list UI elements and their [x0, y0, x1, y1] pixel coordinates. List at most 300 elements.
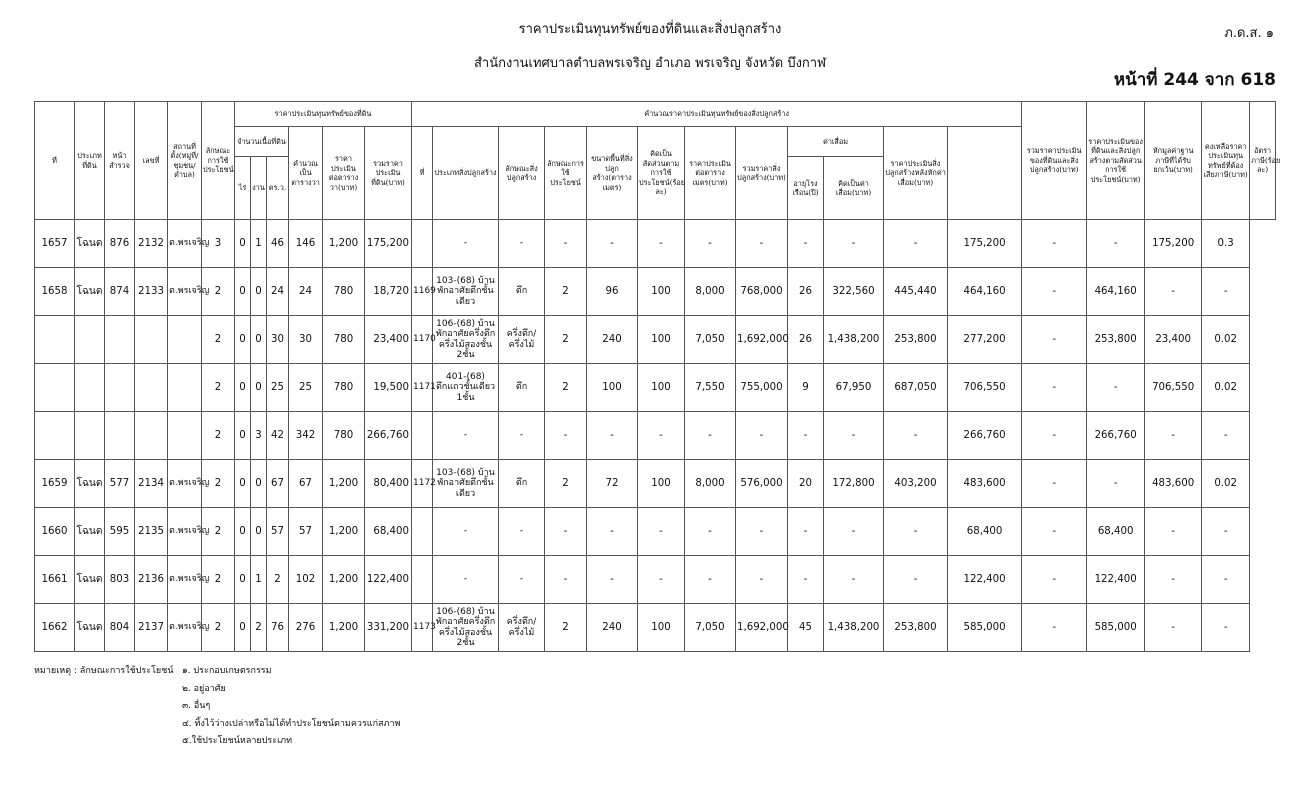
cell-calc-wa: 67 — [289, 460, 323, 508]
cell-b-no — [412, 412, 433, 460]
notes-section — [34, 663, 400, 751]
notes-label: หมายเหตุ : ลักษณะการใช้ประโยชน์ — [34, 666, 174, 676]
cell-b-total: - — [736, 508, 788, 556]
cell-b-no: 1172 — [412, 460, 433, 508]
cell-wa: 42 — [267, 412, 289, 460]
cell-b-no: 1171 — [412, 364, 433, 412]
cell-b-type: - — [433, 508, 499, 556]
cell-grand-total: 483,600 — [948, 460, 1022, 508]
cell-rate: - — [1202, 556, 1250, 604]
cell-land-total: 19,500 — [365, 364, 412, 412]
cell-b-kind: - — [499, 508, 545, 556]
table-row — [35, 220, 1276, 268]
cell-exemption: - — [1087, 460, 1145, 508]
cell-rate: 0.02 — [1202, 316, 1250, 364]
cell-rate: - — [1202, 268, 1250, 316]
cell-exemption: 266,760 — [1087, 412, 1145, 460]
cell-b-price-sqm: 7,050 — [685, 604, 736, 652]
col-b-area: ขนาดพื้นที่สิ่งปลูกสร้าง(ตารางเมตร) — [587, 127, 638, 220]
cell-age: - — [788, 220, 824, 268]
cell-no: 1658 — [35, 268, 75, 316]
cell-calc-wa: 57 — [289, 508, 323, 556]
cell-rate: - — [1202, 508, 1250, 556]
cell-rai: 0 — [235, 604, 251, 652]
cell-number: 2137 — [135, 604, 168, 652]
cell-wa: 46 — [267, 220, 289, 268]
cell-b-type: 103-(68) บ้านพักอาศัยตึกชั้นเดียว — [433, 268, 499, 316]
col-rate: อัตราภาษี(ร้อยละ) — [1250, 102, 1276, 220]
cell-b-area: 240 — [587, 604, 638, 652]
cell-b-area: - — [587, 508, 638, 556]
cell-depr-amount: 322,560 — [824, 268, 884, 316]
cell-survey-page: 874 — [105, 268, 135, 316]
cell-b-type: 106-(68) บ้านพักอาศัยครึ่งตึกครึ่งไม้สองชั้น 2ชั้น — [433, 604, 499, 652]
cell-mixed-value: - — [1022, 364, 1087, 412]
cell-ngan: 3 — [251, 412, 267, 460]
cell-b-area: 96 — [587, 268, 638, 316]
cell-b-area: 100 — [587, 364, 638, 412]
cell-price-per-wa: 1,200 — [323, 220, 365, 268]
cell-usage: 2 — [202, 364, 235, 412]
cell-wa: 57 — [267, 508, 289, 556]
col-b-pct: คิดเป็นสัดส่วนตามการใช้ประโยชน์(ร้อยละ) — [638, 127, 685, 220]
cell-number — [135, 364, 168, 412]
cell-taxable: 23,400 — [1145, 316, 1202, 364]
cell-mixed-value: - — [1022, 604, 1087, 652]
cell-b-total: - — [736, 220, 788, 268]
col-price-per-wa: ราคาประเมินต่อตารางวา(บาท) — [323, 127, 365, 220]
cell-land-total: 18,720 — [365, 268, 412, 316]
group-land: ราคาประเมินทุนทรัพย์ของที่ดิน — [235, 102, 412, 127]
cell-rai: 0 — [235, 220, 251, 268]
cell-rate: - — [1202, 412, 1250, 460]
cell-grand-total: 266,760 — [948, 412, 1022, 460]
cell-survey-page — [105, 412, 135, 460]
cell-b-net: - — [884, 508, 948, 556]
cell-survey-page: 577 — [105, 460, 135, 508]
note-item: ๕.ใช้ประโยชน์หลายประเภท — [182, 736, 293, 746]
cell-land-total: 331,200 — [365, 604, 412, 652]
cell-b-area: - — [587, 556, 638, 604]
report-subtitle: สำนักงานเทศบาลตำบลพรเจริญ อำเภอ พรเจริญ จังหวัด บึงกาฬ — [473, 56, 826, 71]
cell-b-price-sqm: - — [685, 220, 736, 268]
cell-b-type: - — [433, 412, 499, 460]
cell-b-total: 768,000 — [736, 268, 788, 316]
cell-calc-wa: 276 — [289, 604, 323, 652]
cell-usage: 2 — [202, 316, 235, 364]
cell-b-kind: ครึ่งตึก/ครึ่งไม้ — [499, 316, 545, 364]
cell-b-kind: - — [499, 220, 545, 268]
cell-age: 26 — [788, 268, 824, 316]
cell-location: ต.พรเจริญ — [168, 268, 202, 316]
cell-ngan: 1 — [251, 556, 267, 604]
cell-doc-type: โฉนด — [75, 556, 105, 604]
cell-b-kind: - — [499, 556, 545, 604]
cell-survey-page: 595 — [105, 508, 135, 556]
cell-doc-type: โฉนด — [75, 460, 105, 508]
cell-survey-page: 803 — [105, 556, 135, 604]
cell-exemption: 253,800 — [1087, 316, 1145, 364]
cell-b-pct: - — [638, 220, 685, 268]
col-mixed-value: ราคาประเมินของที่ดินและสิ่งปลูกสร้างตามสัดส่วนการใช้ประโยชน์(บาท) — [1087, 102, 1145, 220]
cell-price-per-wa: 780 — [323, 364, 365, 412]
cell-b-pct: - — [638, 508, 685, 556]
cell-b-price-sqm: 7,050 — [685, 316, 736, 364]
col-location: สถานที่ตั้ง(หมู่ที่/ชุมชน/ตำบล) — [168, 102, 202, 220]
cell-survey-page: 876 — [105, 220, 135, 268]
cell-b-pct: - — [638, 412, 685, 460]
cell-taxable: - — [1145, 412, 1202, 460]
cell-no: 1659 — [35, 460, 75, 508]
cell-b-type: 103-(68) บ้านพักอาศัยตึกชั้นเดียว — [433, 460, 499, 508]
cell-calc-wa: 25 — [289, 364, 323, 412]
cell-mixed-value: - — [1022, 412, 1087, 460]
cell-location: ต.พรเจริญ — [168, 604, 202, 652]
cell-number: 2132 — [135, 220, 168, 268]
cell-depr-amount: 1,438,200 — [824, 316, 884, 364]
col-depr-amount: คิดเป็นค่าเสื่อม(บาท) — [824, 157, 884, 220]
cell-exemption: 68,400 — [1087, 508, 1145, 556]
cell-b-total: 1,692,000 — [736, 316, 788, 364]
cell-location — [168, 316, 202, 364]
col-calc-wa: คำนวณเป็นตารางวา — [289, 127, 323, 220]
cell-b-total: 1,692,000 — [736, 604, 788, 652]
cell-taxable: 483,600 — [1145, 460, 1202, 508]
col-age: อายุโรงเรือน(ปี) — [788, 157, 824, 220]
cell-wa: 24 — [267, 268, 289, 316]
cell-rai: 0 — [235, 412, 251, 460]
cell-location: ต.พรเจริญ — [168, 220, 202, 268]
cell-wa: 67 — [267, 460, 289, 508]
assessment-table — [34, 101, 1281, 652]
col-no: ที่ — [35, 102, 75, 220]
cell-rate: 0.02 — [1202, 364, 1250, 412]
cell-b-usage: 2 — [545, 604, 587, 652]
cell-exemption: 585,000 — [1087, 604, 1145, 652]
cell-mixed-value: - — [1022, 508, 1087, 556]
note-item: ๓. อื่นๆ — [182, 701, 211, 711]
cell-location: ต.พรเจริญ — [168, 460, 202, 508]
cell-b-pct: 100 — [638, 316, 685, 364]
col-b-price-sqm: ราคาประเมินต่อตารางเมตร(บาท) — [685, 127, 736, 220]
cell-number: 2136 — [135, 556, 168, 604]
cell-age: 26 — [788, 316, 824, 364]
cell-b-net: 445,440 — [884, 268, 948, 316]
cell-rai: 0 — [235, 364, 251, 412]
cell-b-kind: ตึก — [499, 364, 545, 412]
cell-grand-total: 68,400 — [948, 508, 1022, 556]
col-usage: ลักษณะการใช้ประโยชน์ — [202, 102, 235, 220]
table-row — [35, 364, 1276, 412]
cell-wa: 25 — [267, 364, 289, 412]
cell-rate: 0.3 — [1202, 220, 1250, 268]
cell-taxable: - — [1145, 268, 1202, 316]
cell-exemption: 122,400 — [1087, 556, 1145, 604]
cell-location: ต.พรเจริญ — [168, 556, 202, 604]
cell-b-no: 1173 — [412, 604, 433, 652]
group-area: จำนวนเนื้อที่ดิน — [235, 127, 289, 157]
cell-mixed-value: - — [1022, 316, 1087, 364]
col-taxable: คงเหลือราคาประเมินทุนทรัพย์ที่ต้องเสียภาษี(บาท) — [1202, 102, 1250, 220]
cell-b-area: - — [587, 412, 638, 460]
cell-mixed-value: - — [1022, 220, 1087, 268]
cell-b-kind: ตึก — [499, 268, 545, 316]
cell-price-per-wa: 780 — [323, 268, 365, 316]
cell-b-type: 106-(68) บ้านพักอาศัยครึ่งตึกครึ่งไม้สองชั้น 2ชั้น — [433, 316, 499, 364]
cell-b-total: 755,000 — [736, 364, 788, 412]
cell-b-pct: 100 — [638, 460, 685, 508]
cell-b-price-sqm: - — [685, 556, 736, 604]
table-row — [35, 316, 1276, 364]
table-row — [35, 412, 1276, 460]
cell-usage: 2 — [202, 412, 235, 460]
col-number: เลขที่ — [135, 102, 168, 220]
table-header — [35, 102, 1281, 220]
cell-b-kind: ครึ่งตึก/ครึ่งไม้ — [499, 604, 545, 652]
cell-depr-amount: - — [824, 508, 884, 556]
cell-number — [135, 412, 168, 460]
col-rai: ไร่ — [235, 157, 251, 220]
cell-age: - — [788, 412, 824, 460]
form-code: ภ.ด.ส. ๑ — [1224, 26, 1274, 41]
cell-b-total: 576,000 — [736, 460, 788, 508]
cell-b-usage: 2 — [545, 316, 587, 364]
cell-age: - — [788, 556, 824, 604]
col-land-total: รวมราคาประเมินที่ดิน(บาท) — [365, 127, 412, 220]
cell-b-usage: 2 — [545, 364, 587, 412]
cell-wa: 2 — [267, 556, 289, 604]
note-item: ๑. ประกอบเกษตรกรรม — [182, 666, 272, 676]
cell-b-area: - — [587, 220, 638, 268]
cell-b-no — [412, 220, 433, 268]
cell-b-total: - — [736, 556, 788, 604]
cell-b-price-sqm: 8,000 — [685, 460, 736, 508]
cell-b-price-sqm: - — [685, 508, 736, 556]
cell-b-price-sqm: - — [685, 412, 736, 460]
cell-b-price-sqm: 7,550 — [685, 364, 736, 412]
cell-b-area: 240 — [587, 316, 638, 364]
cell-b-usage: 2 — [545, 268, 587, 316]
cell-number: 2135 — [135, 508, 168, 556]
cell-survey-page: 804 — [105, 604, 135, 652]
col-grand-total: รวมราคาประเมินของที่ดินและสิ่งปลูกสร้าง(บาท) — [1022, 102, 1087, 220]
col-b-kind: ลักษณะสิ่งปลูกสร้าง — [499, 127, 545, 220]
cell-survey-page — [105, 316, 135, 364]
col-b-no: ที่ — [412, 127, 433, 220]
cell-no — [35, 316, 75, 364]
cell-price-per-wa: 1,200 — [323, 508, 365, 556]
col-exemption: หักมูลค่าฐานภาษีที่ได้รับยกเว้น(บาท) — [1145, 102, 1202, 220]
cell-age: 45 — [788, 604, 824, 652]
cell-rai: 0 — [235, 268, 251, 316]
cell-b-net: - — [884, 412, 948, 460]
cell-doc-type: โฉนด — [75, 220, 105, 268]
cell-survey-page — [105, 364, 135, 412]
cell-ngan: 2 — [251, 604, 267, 652]
cell-calc-wa: 24 — [289, 268, 323, 316]
cell-calc-wa: 146 — [289, 220, 323, 268]
cell-price-per-wa: 1,200 — [323, 604, 365, 652]
cell-b-net: - — [884, 220, 948, 268]
col-doc-type: ประเภทที่ดิน — [75, 102, 105, 220]
cell-mixed-value: - — [1022, 268, 1087, 316]
cell-land-total: 80,400 — [365, 460, 412, 508]
cell-taxable: 706,550 — [1145, 364, 1202, 412]
col-b-type: ประเภทสิ่งปลูกสร้าง — [433, 127, 499, 220]
cell-b-pct: - — [638, 556, 685, 604]
cell-taxable: - — [1145, 604, 1202, 652]
cell-b-no — [412, 508, 433, 556]
cell-ngan: 0 — [251, 268, 267, 316]
cell-b-kind: - — [499, 412, 545, 460]
cell-price-per-wa: 1,200 — [323, 460, 365, 508]
cell-b-usage: - — [545, 412, 587, 460]
cell-land-total: 122,400 — [365, 556, 412, 604]
table-body — [35, 220, 1276, 652]
cell-ngan: 1 — [251, 220, 267, 268]
cell-rate: - — [1202, 604, 1250, 652]
cell-b-net: 253,800 — [884, 316, 948, 364]
cell-calc-wa: 342 — [289, 412, 323, 460]
cell-no — [35, 412, 75, 460]
cell-land-total: 266,760 — [365, 412, 412, 460]
cell-taxable: 175,200 — [1145, 220, 1202, 268]
cell-location: ต.พรเจริญ — [168, 508, 202, 556]
cell-age: 9 — [788, 364, 824, 412]
cell-b-net: 403,200 — [884, 460, 948, 508]
cell-b-no: 1170 — [412, 316, 433, 364]
cell-number: 2133 — [135, 268, 168, 316]
cell-b-pct: 100 — [638, 268, 685, 316]
cell-ngan: 0 — [251, 508, 267, 556]
cell-no: 1660 — [35, 508, 75, 556]
col-wa: ตร.ว. — [267, 157, 289, 220]
cell-mixed-value: - — [1022, 460, 1087, 508]
cell-calc-wa: 30 — [289, 316, 323, 364]
cell-no: 1657 — [35, 220, 75, 268]
col-b-total: รวมราคาสิ่งปลูกสร้าง(บาท) — [736, 127, 788, 220]
cell-b-net: 253,800 — [884, 604, 948, 652]
cell-b-usage: - — [545, 556, 587, 604]
cell-b-type: - — [433, 220, 499, 268]
group-depreciation: ค่าเสื่อม — [788, 127, 884, 157]
cell-b-pct: 100 — [638, 604, 685, 652]
cell-b-no — [412, 556, 433, 604]
cell-b-usage: 2 — [545, 460, 587, 508]
cell-land-total: 23,400 — [365, 316, 412, 364]
table-row — [35, 508, 1276, 556]
report-title: ราคาประเมินทุนทรัพย์ของที่ดินและสิ่งปลูกสร้าง — [518, 22, 782, 37]
col-b-net: ราคาประเมินสิ่งปลูกสร้างหลังหักค่าเสื่อม(บาท) — [884, 127, 948, 220]
cell-rai: 0 — [235, 316, 251, 364]
cell-grand-total: 464,160 — [948, 268, 1022, 316]
cell-usage: 2 — [202, 508, 235, 556]
cell-grand-total: 706,550 — [948, 364, 1022, 412]
table-row — [35, 604, 1276, 652]
cell-depr-amount: - — [824, 556, 884, 604]
group-building: คำนวณราคาประเมินทุนทรัพย์ของสิ่งปลูกสร้าง — [412, 102, 1022, 127]
cell-ngan: 0 — [251, 364, 267, 412]
cell-price-per-wa: 780 — [323, 412, 365, 460]
cell-b-no: 1169 — [412, 268, 433, 316]
cell-calc-wa: 102 — [289, 556, 323, 604]
table-row — [35, 556, 1276, 604]
cell-price-per-wa: 780 — [323, 316, 365, 364]
cell-doc-type: โฉนด — [75, 268, 105, 316]
col-ngan: งาน — [251, 157, 267, 220]
page-indicator: หน้าที่ 244 จาก 618 — [1113, 70, 1276, 90]
cell-usage: 2 — [202, 556, 235, 604]
cell-usage: 2 — [202, 604, 235, 652]
cell-wa: 30 — [267, 316, 289, 364]
cell-location — [168, 364, 202, 412]
cell-age: - — [788, 508, 824, 556]
cell-b-usage: - — [545, 220, 587, 268]
cell-depr-amount: 172,800 — [824, 460, 884, 508]
col-survey-page: หน้าสำรวจ — [105, 102, 135, 220]
cell-no: 1661 — [35, 556, 75, 604]
cell-rai: 0 — [235, 460, 251, 508]
cell-exemption: - — [1087, 220, 1145, 268]
cell-doc-type — [75, 364, 105, 412]
cell-rai: 0 — [235, 508, 251, 556]
cell-b-total: - — [736, 412, 788, 460]
cell-no — [35, 364, 75, 412]
note-item: ๔. ทิ้งไว้ว่างเปล่าหรือไม่ได้ทำประโยชน์ตามควรแก่สภาพ — [182, 718, 401, 729]
cell-wa: 76 — [267, 604, 289, 652]
cell-land-total: 68,400 — [365, 508, 412, 556]
cell-number — [135, 316, 168, 364]
cell-b-area: 72 — [587, 460, 638, 508]
cell-grand-total: 122,400 — [948, 556, 1022, 604]
col-b-usage: ลักษณะการใช้ประโยชน์ — [545, 127, 587, 220]
cell-doc-type: โฉนด — [75, 604, 105, 652]
cell-depr-amount: - — [824, 220, 884, 268]
cell-usage: 3 — [202, 220, 235, 268]
cell-taxable: - — [1145, 508, 1202, 556]
cell-rate: 0.02 — [1202, 460, 1250, 508]
cell-b-kind: ตึก — [499, 460, 545, 508]
cell-doc-type — [75, 412, 105, 460]
cell-b-price-sqm: 8,000 — [685, 268, 736, 316]
cell-b-pct: 100 — [638, 364, 685, 412]
cell-ngan: 0 — [251, 460, 267, 508]
cell-no: 1662 — [35, 604, 75, 652]
cell-grand-total: 277,200 — [948, 316, 1022, 364]
cell-ngan: 0 — [251, 316, 267, 364]
cell-b-type: 401-(68) ตึกแถวชั้นเดียว 1ชั้น — [433, 364, 499, 412]
cell-doc-type — [75, 316, 105, 364]
cell-b-type: - — [433, 556, 499, 604]
cell-doc-type: โฉนด — [75, 508, 105, 556]
cell-depr-amount: - — [824, 412, 884, 460]
cell-exemption: - — [1087, 364, 1145, 412]
cell-usage: 2 — [202, 460, 235, 508]
cell-grand-total: 585,000 — [948, 604, 1022, 652]
cell-depr-amount: 1,438,200 — [824, 604, 884, 652]
cell-rai: 0 — [235, 556, 251, 604]
cell-depr-amount: 67,950 — [824, 364, 884, 412]
cell-taxable: - — [1145, 556, 1202, 604]
cell-grand-total: 175,200 — [948, 220, 1022, 268]
cell-exemption: 464,160 — [1087, 268, 1145, 316]
cell-b-usage: - — [545, 508, 587, 556]
cell-b-net: - — [884, 556, 948, 604]
cell-land-total: 175,200 — [365, 220, 412, 268]
cell-usage: 2 — [202, 268, 235, 316]
cell-price-per-wa: 1,200 — [323, 556, 365, 604]
cell-location — [168, 412, 202, 460]
